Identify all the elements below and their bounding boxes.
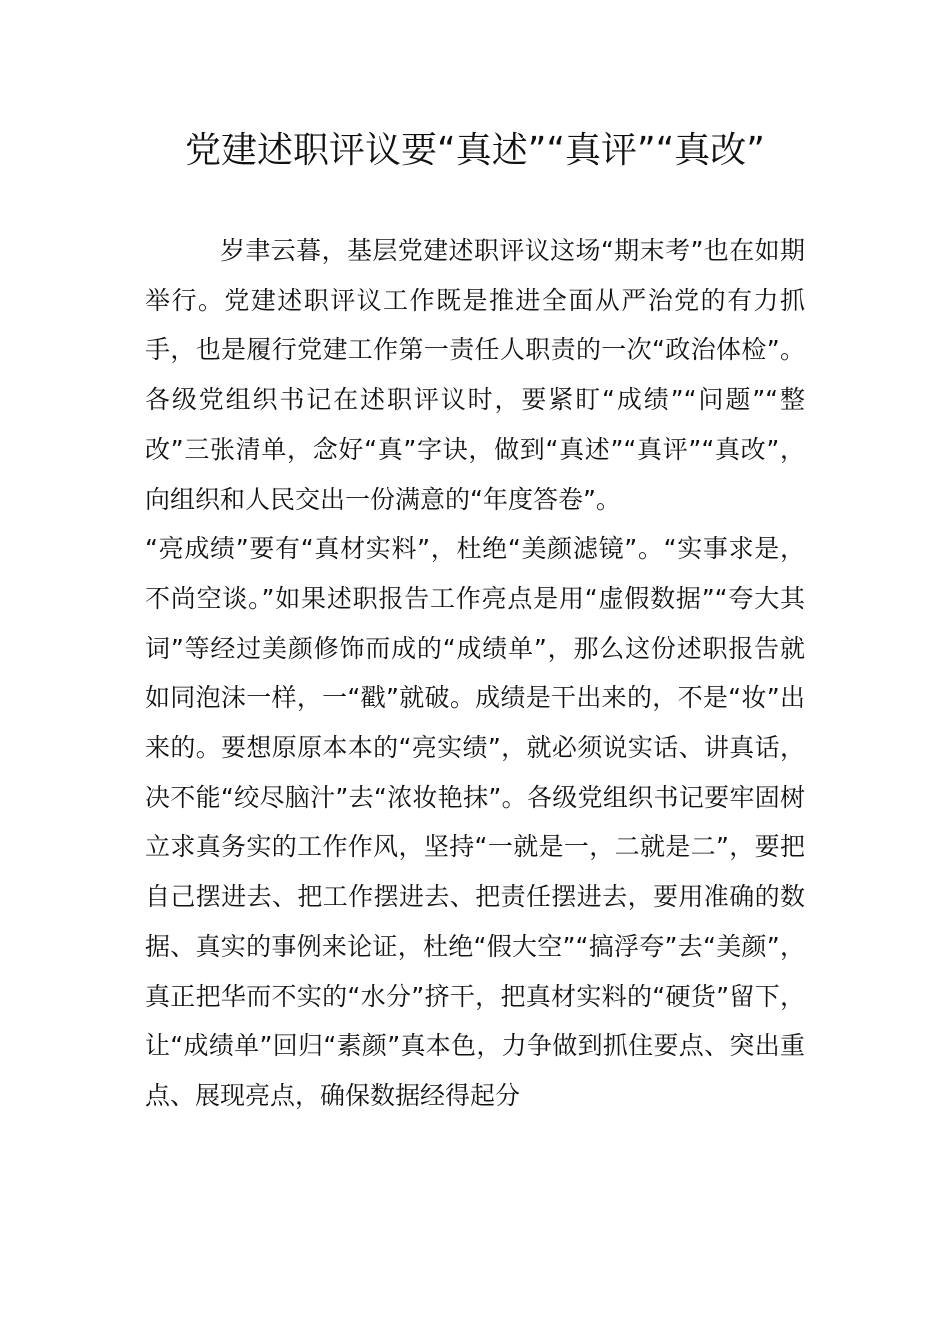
document-title: 党建述职评议要“真述”“真评”“真改” bbox=[185, 130, 765, 171]
document-body bbox=[145, 226, 805, 1121]
paragraph-achievements: “亮成绩”要有“真材实料”，杜绝“美颜滤镜”。“实事求是，不尚空谈。”如果述职报告工作亮点是用“虚假数据”“夸大其词”等经过美颜修饰而成的“成绩单”，那么这份述职报告就如同泡沫一样，一“戳”就破。成绩是干出来的，不是“妆”出来的。要想原原本本的“亮实绩”，就必须说实话、讲真话，决不能“绞尽脑汁”去“浓妆艳抹”。各级党组织书记要牢固树立求真务实的工作作风，坚持“一就是一，二就是二”，要把自己摆进去、把工作摆进去、把责任摆进去，要用准确的数据、真实的事例来论证，杜绝“假大空”“搞浮夸”去“美颜”，真正把华而不实的“水分”挤干，把真材实料的“硬货”留下，让“成绩单”回归“素颜”真本色，力争做到抓住要点、突出重点、展现亮点，确保数据经得起分 bbox=[145, 534, 805, 1110]
paragraph-intro: 岁聿云暮，基层党建述职评议这场“期末考”也在如期举行。党建述职评议工作既是推进全面从严治党的有力抓手，也是履行党建工作第一责任人职责的一次“政治体检”。各级党组织书记在述职评议时，要紧盯“成绩”“问题”“整改”三张清单，念好“真”字诀，做到“真述”“真评”“真改”，向组织和人民交出一份满意的“年度答卷”。 bbox=[145, 236, 805, 514]
